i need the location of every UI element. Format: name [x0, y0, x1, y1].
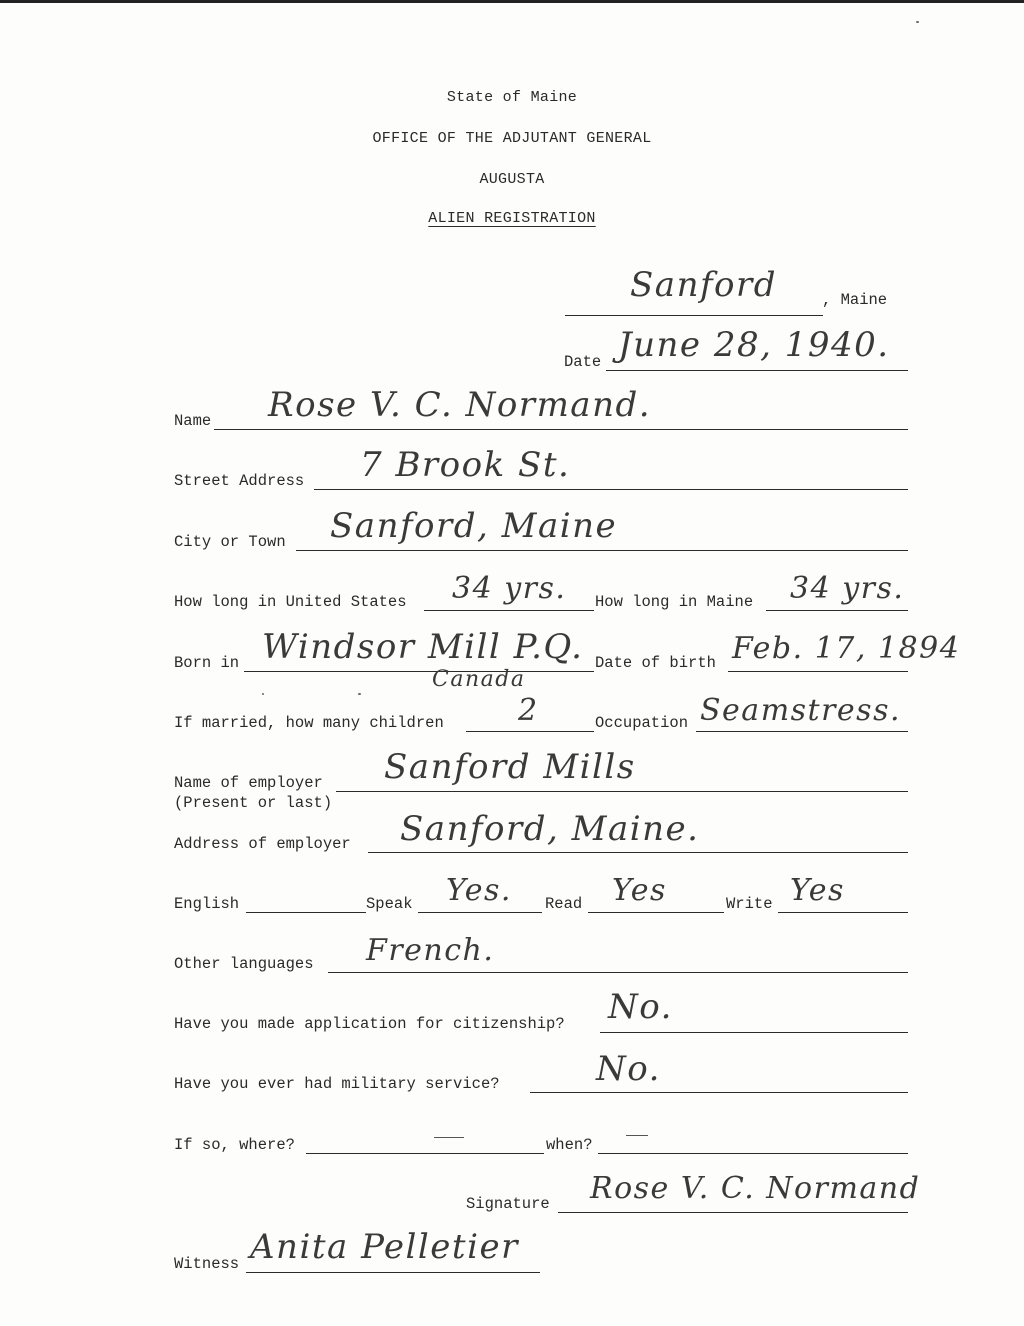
signature-line [558, 1212, 908, 1213]
military-line [530, 1092, 908, 1093]
other-lang-value: French. [366, 933, 495, 968]
other-lang-line [328, 972, 908, 973]
born-note: Canada [432, 667, 526, 692]
office-heading: OFFICE OF THE ADJUTANT GENERAL [372, 130, 652, 147]
when-line [598, 1153, 908, 1154]
employer-label: Name of employer [174, 774, 323, 792]
employer-value: Sanford Mills [384, 747, 636, 787]
witness-value: Anita Pelletier [250, 1227, 519, 1267]
name-label: Name [174, 412, 212, 430]
born-line [244, 671, 594, 672]
scan-speck [262, 693, 264, 695]
when-dash [626, 1135, 648, 1136]
employer-sub-label: (Present or last) [174, 794, 333, 812]
speak-value: Yes. [446, 873, 512, 908]
us-value: 34 yrs. [452, 571, 567, 606]
dob-line [728, 671, 908, 672]
citizenship-value: No. [608, 987, 673, 1027]
street-line [314, 489, 908, 490]
city-heading: AUGUSTA [479, 171, 545, 188]
speak-label: Speak [366, 895, 413, 913]
born-value: Windsor Mill P.Q. [262, 627, 584, 667]
read-label: Read [545, 895, 583, 913]
signature-label: Signature [466, 1195, 550, 1213]
occupation-value: Seamstress. [700, 693, 902, 728]
write-label: Write [726, 895, 773, 913]
name-value: Rose V. C. Normand. [268, 385, 652, 425]
maine-value: 34 yrs. [790, 571, 905, 606]
speak-line [418, 912, 542, 913]
where-line [306, 1153, 544, 1154]
street-value: 7 Brook St. [360, 445, 571, 485]
military-value: No. [596, 1049, 661, 1089]
us-line [424, 610, 594, 611]
name-line [214, 429, 908, 430]
english-line [246, 912, 366, 913]
citizenship-line [600, 1032, 908, 1033]
children-value: 2 [518, 693, 539, 728]
maine-label: How long in Maine [595, 593, 754, 611]
occupation-label: Occupation [595, 714, 689, 732]
witness-label: Witness [174, 1255, 240, 1273]
emp-addr-value: Sanford, Maine. [400, 809, 700, 849]
date-label: Date [564, 353, 602, 371]
born-label: Born in [174, 654, 240, 672]
scan-speck [916, 21, 919, 23]
citizenship-label: Have you made application for citizenship? [174, 1015, 565, 1033]
where-label: If so, where? [174, 1136, 295, 1154]
other-lang-label: Other languages [174, 955, 314, 973]
where-dash [434, 1137, 464, 1138]
city-label: City or Town [174, 533, 286, 551]
children-line [466, 731, 594, 732]
military-label: Have you ever had military service? [174, 1075, 500, 1093]
maine-line [766, 610, 908, 611]
scan-speck [358, 693, 361, 695]
date-value: June 28, 1940. [618, 325, 890, 365]
read-value: Yes [612, 873, 667, 908]
date-line [606, 370, 908, 371]
write-line [778, 912, 908, 913]
place-line [565, 315, 823, 316]
read-line [588, 912, 724, 913]
city-line [296, 550, 908, 551]
street-label: Street Address [174, 472, 305, 490]
witness-line [246, 1272, 540, 1273]
emp-addr-label: Address of employer [174, 835, 351, 853]
place-suffix: , Maine [822, 291, 888, 309]
state-heading: State of Maine [446, 89, 578, 106]
dob-label: Date of birth [595, 654, 716, 672]
occupation-line [696, 731, 908, 732]
employer-line [336, 791, 908, 792]
children-label: If married, how many children [174, 714, 444, 732]
city-value: Sanford, Maine [330, 506, 618, 546]
place-value: Sanford [630, 265, 778, 305]
form-title: ALIEN REGISTRATION [428, 210, 596, 227]
dob-value: Feb. 17, 1894 [732, 631, 961, 666]
when-label: when? [546, 1136, 593, 1154]
english-label: English [174, 895, 240, 913]
emp-addr-line [368, 852, 908, 853]
us-label: How long in United States [174, 593, 407, 611]
signature-value: Rose V. C. Normand [590, 1171, 921, 1206]
write-value: Yes [790, 873, 845, 908]
